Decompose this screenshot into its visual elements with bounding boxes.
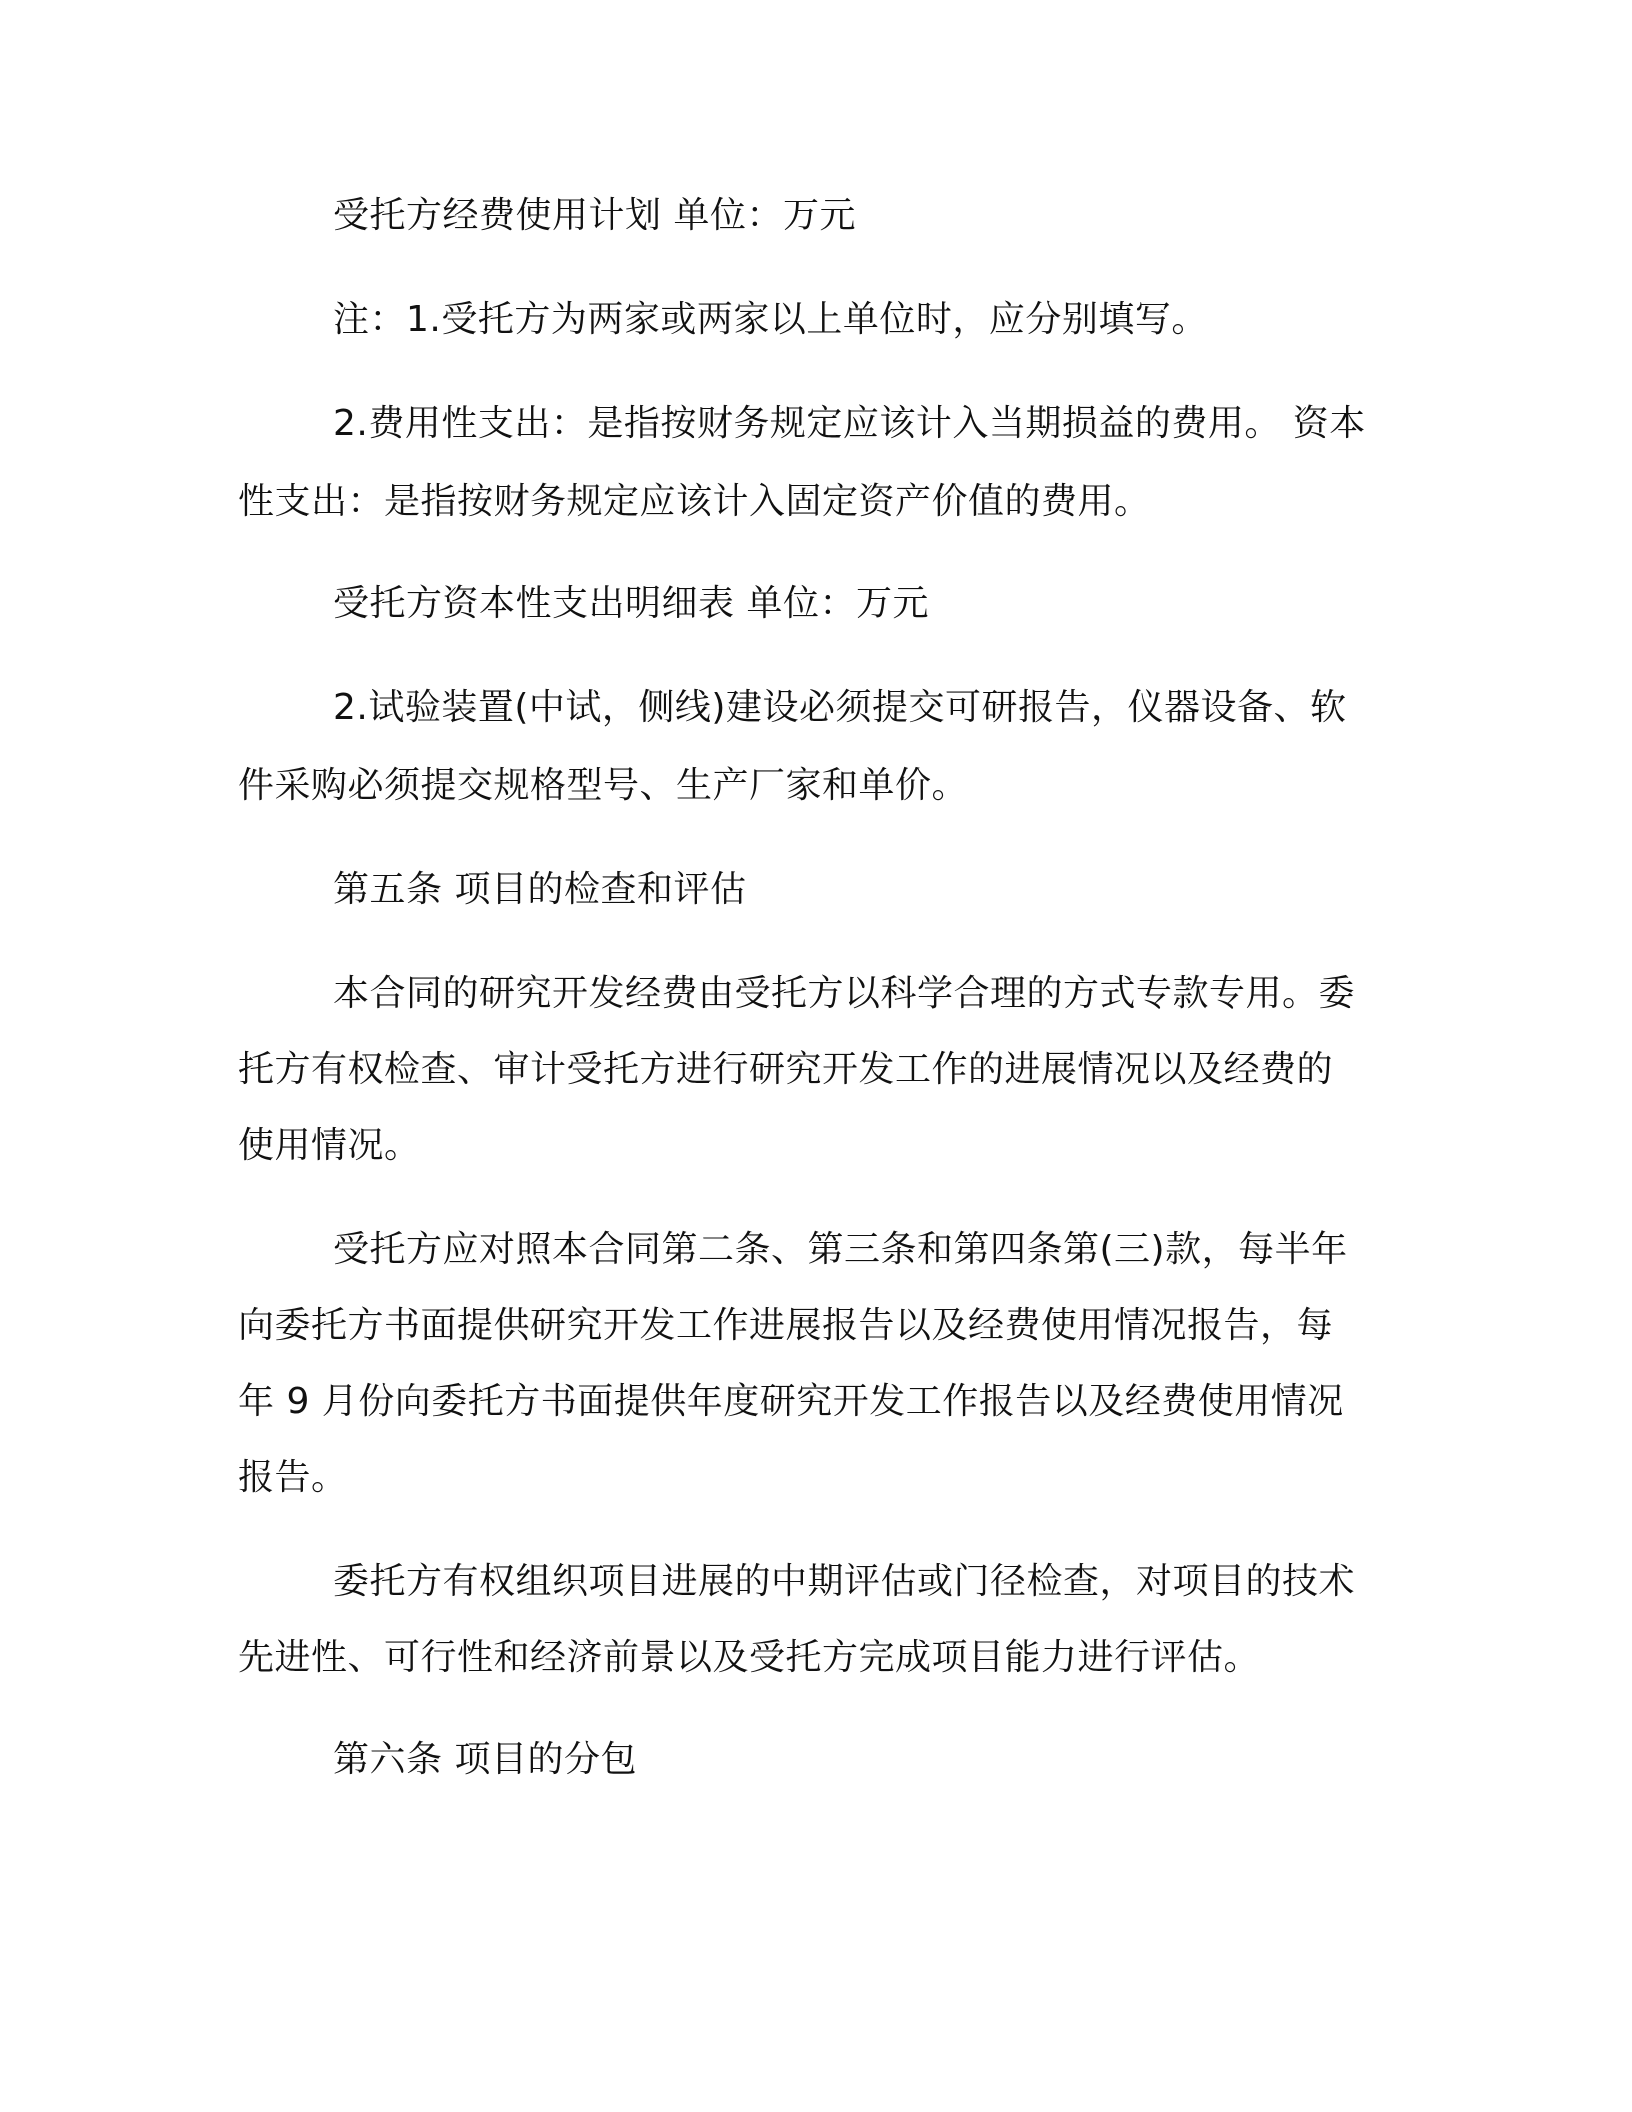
article-5-para-3-line-1: 委托方有权组织项目进展的中期评估或门径检查，对项目的技术 [333, 1561, 1356, 1602]
note-line-2-cont: 性支出：是指按财务规定应该计入固定资产价值的费用。 [238, 481, 1151, 522]
article-5-para-2-line-3: 年 9 月份向委托方书面提供年度研究开发工作报告以及经费使用情况 [238, 1381, 1344, 1422]
article-5-para-2-line-4: 报告。 [238, 1457, 348, 1498]
note-line-2: 2.费用性支出：是指按财务规定应该计入当期损益的费用。 资本 [333, 403, 1366, 444]
article-5-para-1-line-1: 本合同的研究开发经费由受托方以科学合理的方式专款专用。委 [333, 973, 1356, 1014]
note-line-1: 注：1.受托方为两家或两家以上单位时，应分别填写。 [333, 299, 1208, 340]
article-5-para-2-line-1: 受托方应对照本合同第二条、第三条和第四条第(三)款，每半年 [333, 1229, 1348, 1270]
article-5-para-2-line-2: 向委托方书面提供研究开发工作进展报告以及经费使用情况报告，每 [238, 1305, 1334, 1346]
article-5-para-1-line-3: 使用情况。 [238, 1125, 421, 1166]
budget-plan-heading: 受托方经费使用计划 单位：万元 [333, 195, 856, 236]
equipment-note-cont: 件采购必须提交规格型号、生产厂家和单价。 [238, 765, 969, 806]
article-5-para-1-line-2: 托方有权检查、审计受托方进行研究开发工作的进展情况以及经费的 [238, 1049, 1334, 1090]
equipment-note: 2.试验装置(中试，侧线)建设必须提交可研报告，仪器设备、软 [333, 687, 1347, 728]
article-5-heading: 第五条 项目的检查和评估 [333, 869, 747, 910]
article-5-para-3-line-2: 先进性、可行性和经济前景以及受托方完成项目能力进行评估。 [238, 1637, 1261, 1678]
article-6-heading: 第六条 项目的分包 [333, 1739, 637, 1780]
capital-expense-heading: 受托方资本性支出明细表 单位：万元 [333, 583, 929, 624]
